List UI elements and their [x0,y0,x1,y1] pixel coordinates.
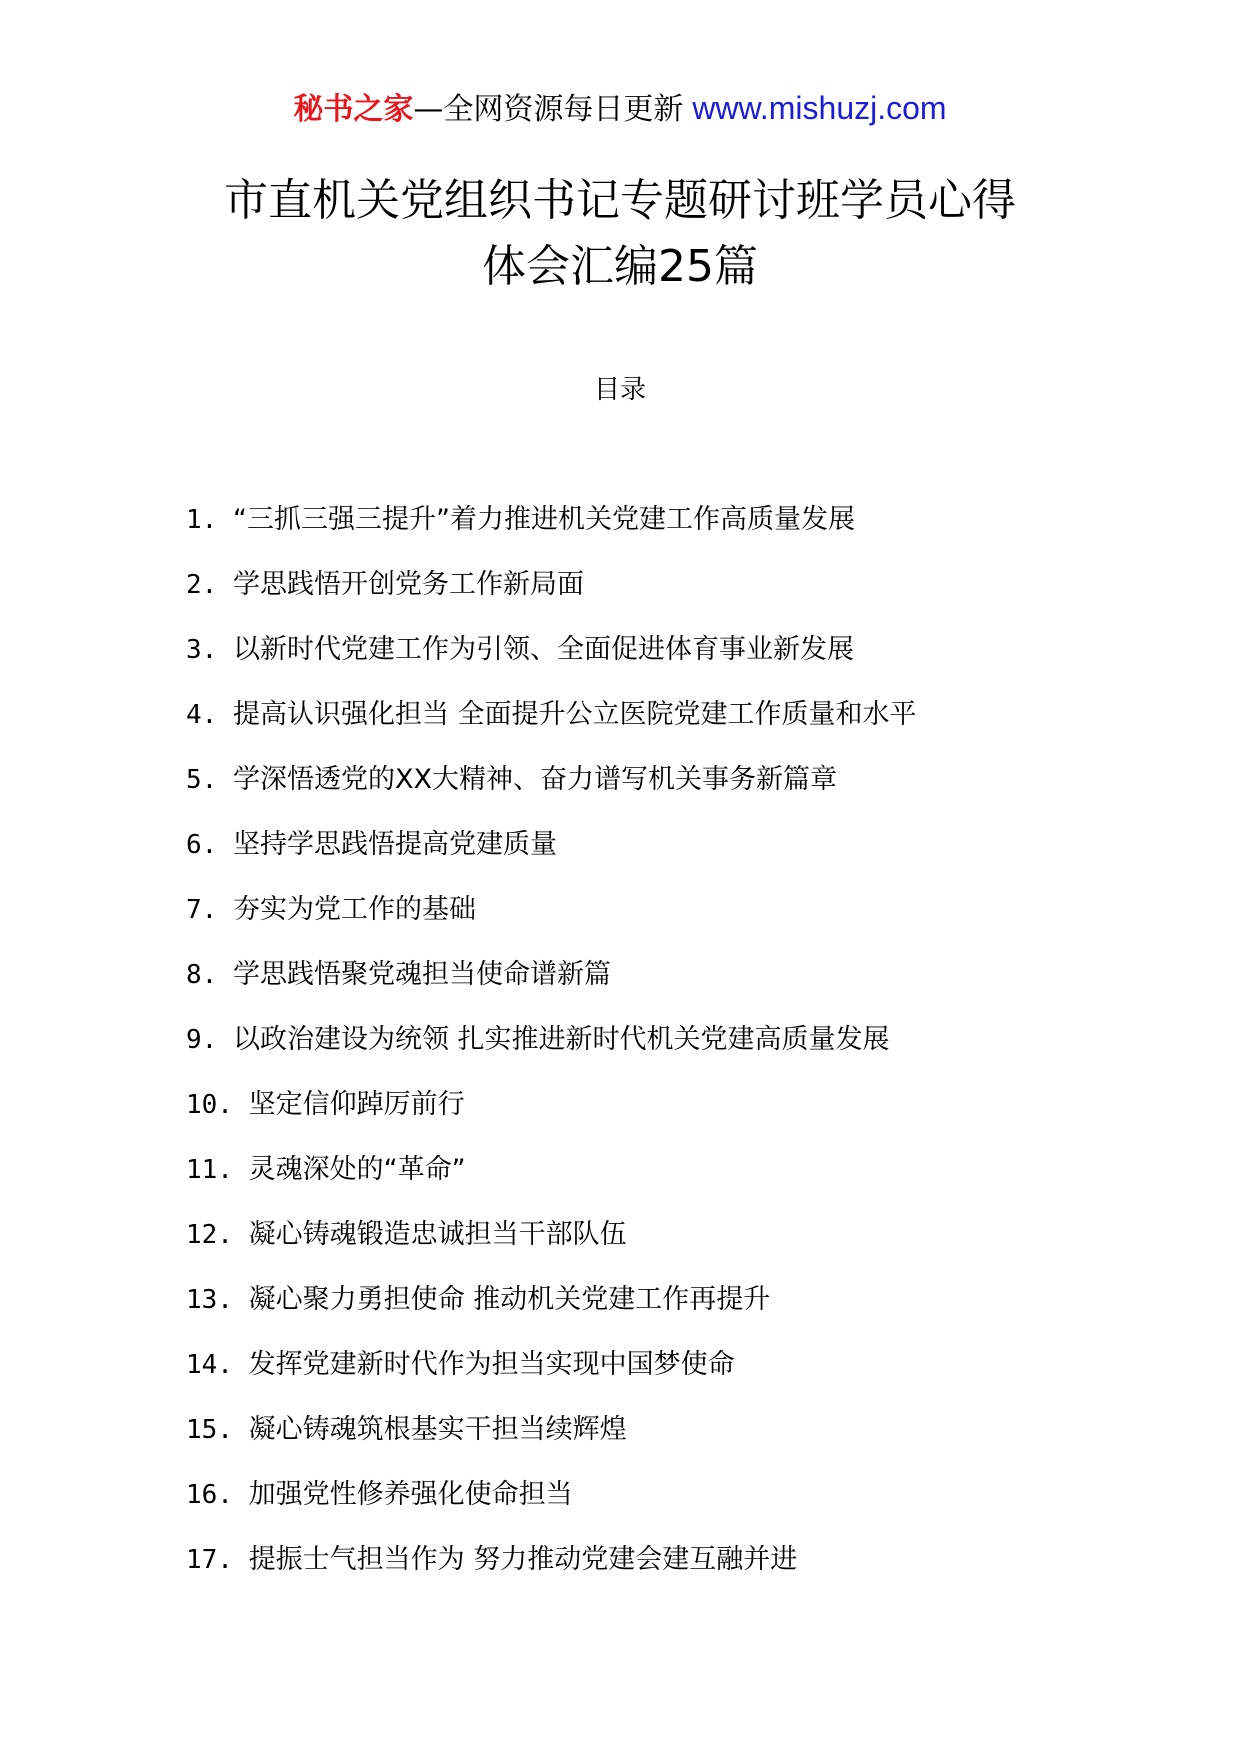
toc-item-title: 学深悟透党的XX大精神、奋力谱写机关事务新篇章 [232,764,837,795]
toc-item-number: 10. [186,1090,249,1120]
toc-item-number: 3. [186,635,233,665]
toc-item[interactable] [186,1280,1146,1345]
toc-item-title: 加强党性修养强化使命担当 [248,1479,573,1510]
toc-item[interactable] [186,630,1146,695]
toc-item-number: 8. [186,960,233,990]
table-of-contents [186,500,1146,1605]
toc-item[interactable] [186,1540,1146,1605]
toc-item-title: 夯实为党工作的基础 [232,894,476,925]
toc-item-title: 灵魂深处的“革命” [248,1154,466,1185]
toc-item-title: 提高认识强化担当 全面提升公立医院党建工作质量和水平 [232,699,917,730]
toc-item[interactable] [186,1215,1146,1280]
toc-item-title: “三抓三强三提升”着力推进机关党建工作高质量发展 [232,504,855,535]
toc-item-number: 13. [186,1285,249,1315]
toc-item[interactable] [186,565,1146,630]
toc-item-title: 凝心铸魂锻造忠诚担当干部队伍 [248,1219,627,1250]
toc-item[interactable] [186,695,1146,760]
toc-item[interactable] [186,1345,1146,1410]
toc-item-number: 11. [186,1155,249,1185]
toc-item-title: 以新时代党建工作为引领、全面促进体育事业新发展 [232,634,854,665]
toc-item-title: 坚定信仰踔厉前行 [248,1089,465,1120]
toc-item-number: 6. [186,830,233,860]
toc-item-title: 凝心聚力勇担使命 推动机关党建工作再提升 [248,1284,771,1315]
toc-item-number: 7. [186,895,233,925]
brand-name: 秘书之家 [293,92,414,127]
toc-item-title: 提振士气担当作为 努力推动党建会建互融并进 [248,1544,798,1575]
toc-item[interactable] [186,1085,1146,1150]
document-title [0,168,1240,300]
toc-item[interactable] [186,955,1146,1020]
toc-item-number: 12. [186,1220,249,1250]
toc-item-title: 凝心铸魂筑根基实干担当续辉煌 [248,1414,627,1445]
website-link[interactable]: www.mishuzj.com [683,90,947,126]
toc-item-number: 17. [186,1545,249,1575]
toc-heading: 目录 [593,375,646,405]
toc-item[interactable] [186,500,1146,565]
toc-item[interactable] [186,760,1146,825]
toc-item-title: 学思践悟开创党务工作新局面 [232,569,584,600]
toc-item[interactable] [186,1475,1146,1540]
toc-item-number: 5. [186,765,233,795]
toc-item[interactable] [186,1020,1146,1085]
toc-item-number: 9. [186,1025,233,1055]
banner-slogan: —全网资源每日更新 [413,92,684,127]
toc-item-number: 16. [186,1480,249,1510]
title-line-2: 体会汇编25篇 [482,241,758,292]
site-banner [0,88,1240,130]
toc-item-number: 1. [186,505,233,535]
toc-item[interactable] [186,890,1146,955]
toc-item[interactable] [186,1410,1146,1475]
toc-item-title: 以政治建设为统领 扎实推进新时代机关党建高质量发展 [232,1024,890,1055]
toc-item-number: 14. [186,1350,249,1380]
toc-item-number: 4. [186,700,233,730]
toc-item[interactable] [186,1150,1146,1215]
toc-item-title: 发挥党建新时代作为担当实现中国梦使命 [248,1349,735,1380]
toc-item-number: 2. [186,570,233,600]
toc-item[interactable] [186,825,1146,890]
toc-item-number: 15. [186,1415,249,1445]
title-line-1: 市直机关党组织书记专题研讨班学员心得 [224,175,1016,226]
toc-item-title: 学思践悟聚党魂担当使命谱新篇 [232,959,611,990]
toc-item-title: 坚持学思践悟提高党建质量 [232,829,557,860]
